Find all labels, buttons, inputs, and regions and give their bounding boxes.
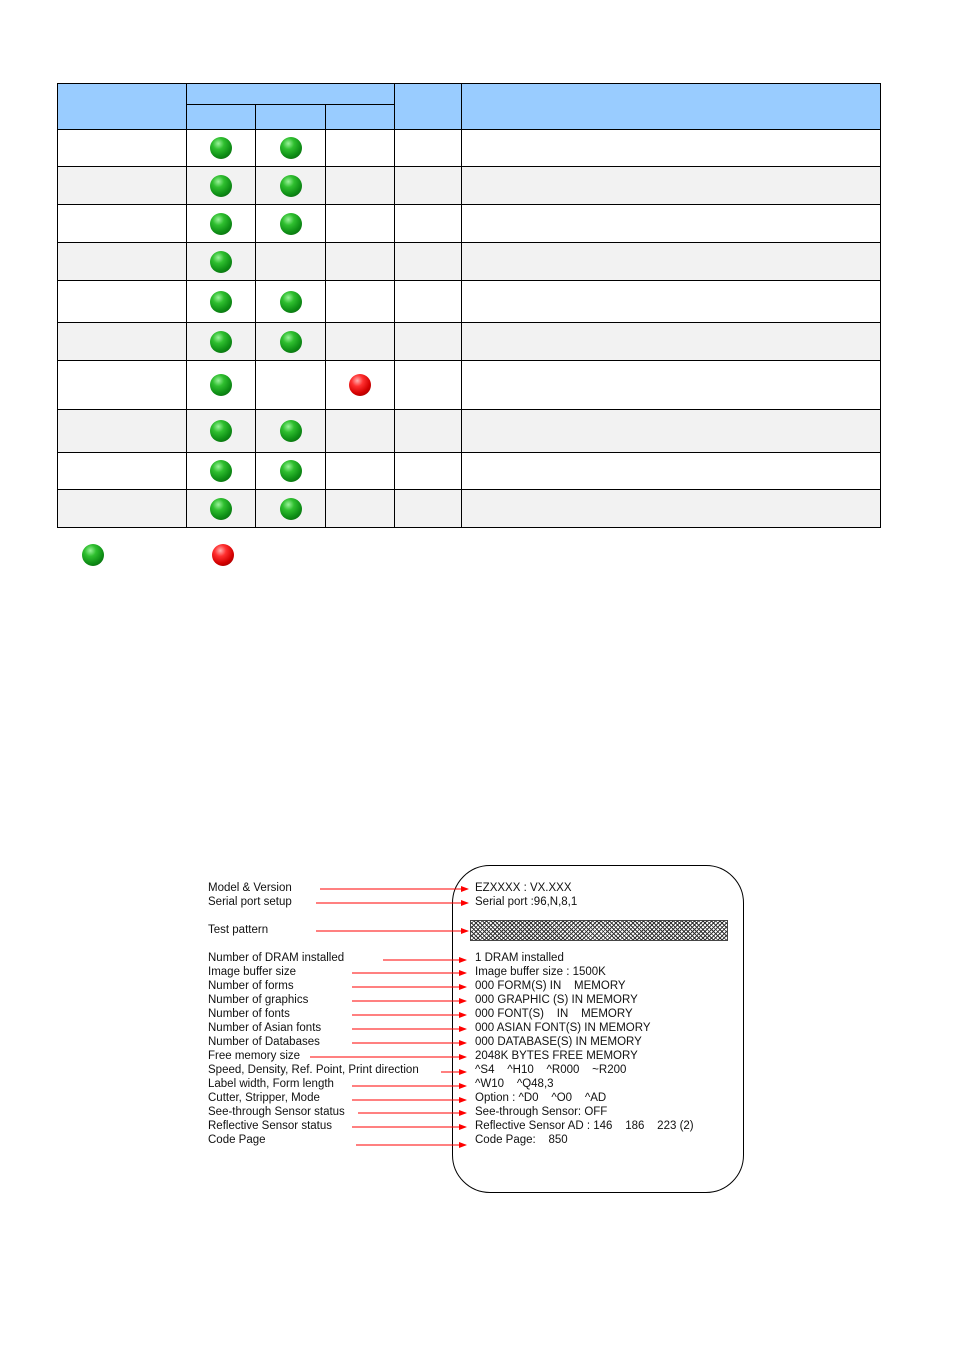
printout-line: 000 GRAPHIC (S) IN MEMORY (475, 994, 638, 1006)
diagram-label: Code Page (208, 1134, 266, 1146)
diagram-label: Reflective Sensor status (208, 1120, 333, 1132)
diagram-label: Test pattern (208, 924, 269, 936)
diagram-label: Number of DRAM installed (208, 952, 345, 964)
printout-line: Option : ^D0 ^O0 ^AD (475, 1092, 607, 1104)
diagram-label: Cutter, Stripper, Mode (208, 1092, 320, 1104)
printout-line: EZXXXX : VX.XXX (475, 882, 572, 894)
printout-line: Reflective Sensor AD : 146 186 223 (2) (475, 1120, 694, 1132)
diagram-label: Number of forms (208, 980, 294, 992)
diagram-label: Free memory size (208, 1050, 301, 1062)
printout-line: 000 FONT(S) IN MEMORY (475, 1008, 633, 1020)
diagram-label: Number of Asian fonts (208, 1022, 322, 1034)
printout-line: 000 ASIAN FONT(S) IN MEMORY (475, 1022, 651, 1034)
printout-line: Serial port :96,N,8,1 (475, 896, 578, 908)
diagram-label: Label width, Form length (208, 1078, 334, 1090)
diagram-label: Number of fonts (208, 1008, 290, 1020)
printout-line: ^S4 ^H10 ^R000 ~R200 (475, 1064, 627, 1076)
printout-line: Code Page: 850 (475, 1134, 568, 1146)
printout-line: See-through Sensor: OFF (475, 1106, 608, 1118)
printout-line: 000 FORM(S) IN MEMORY (475, 980, 626, 992)
printout-line: 000 DATABASE(S) IN MEMORY (475, 1036, 642, 1048)
printout-line: Image buffer size : 1500K (475, 966, 606, 978)
diagram-label: Model & Version (208, 882, 292, 894)
diagram-label: Speed, Density, Ref. Point, Print direction (208, 1064, 419, 1076)
diagram-label: Serial port setup (208, 896, 292, 908)
printout-line: 1 DRAM installed (475, 952, 564, 964)
diagram-label: Number of graphics (208, 994, 309, 1006)
printout-line: 2048K BYTES FREE MEMORY (475, 1050, 638, 1062)
diagram-label: See-through Sensor status (208, 1106, 345, 1118)
diagram-label: Number of Databases (208, 1036, 320, 1048)
printout-line: ^W10 ^Q48,3 (475, 1078, 554, 1090)
diagram-label: Image buffer size (208, 966, 297, 978)
